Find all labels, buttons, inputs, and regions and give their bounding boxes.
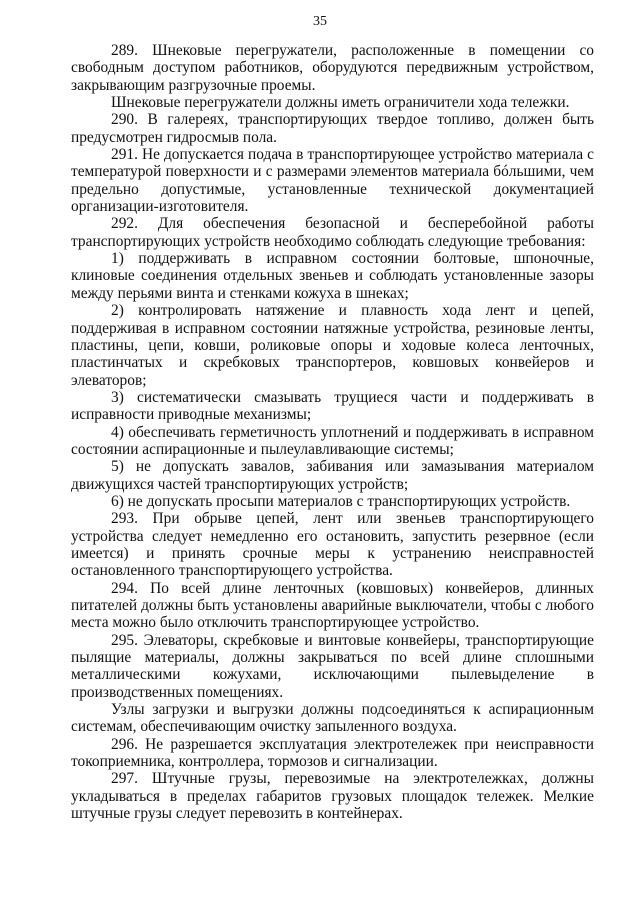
requirement-item-1: 1) поддерживать в исправном состоянии болтовые, шпоночные, клиновые соединения отдельных звеньев и соблюдать установленные зазоры между перьями винта и стенками кожуха в шнеках; [71,250,594,302]
paragraph-289-limiters: Шнековые перегружатели должны иметь ограничители хода тележки. [111,94,570,112]
requirement-item-2: 2) контролировать натяжение и плавность хода лент и цепей, поддерживая в исправном состоянии натяжные устройства, резиновые ленты, пластины, цепи, ковши, роликовые опоры и ходовые колеса ленточных, пластинчатых и скребковых транспортеров, ковшовых конвейеров и элеваторов; [71,302,594,389]
paragraph-294: 294. По всей длине ленточных (ковшовых) конвейеров, длинных питателей должны быть установлены аварийные выключатели, чтобы с любого места можно было отключить транспортирующее устройство. [71,579,594,632]
requirement-item-5: 5) не допускать завалов, забивания или замазывания материалом движущихся частей транспортирующих устройств; [71,458,594,493]
requirement-item-6: 6) не допускать просыпи материалов с транспортирующих устройств. [111,492,571,510]
paragraph-291: 291. Не допускается подача в транспортирующее устройство материала с температурой поверхности и с размерами элементов материала бóльшими, чем предельно допустимые, установленные технической документацией организации-изготовителя. [71,146,594,216]
paragraph-295-aspiration: Узлы загрузки и выгрузки должны подсоединяться к аспирационным системам, обеспечивающим очистку запыленного воздуха. [71,701,594,736]
paragraph-289: 289. Шнековые перегружатели, расположенные в помещении со свободным доступом работников, оборудуются передвижным устройством, закрывающим разгрузочные проемы. [71,42,594,94]
requirement-item-4: 4) обеспечивать герметичность уплотнений и поддерживать в исправном состоянии аспирационные и пылеулавливающие системы; [71,423,594,458]
paragraph-290: 290. В галереях, транспортирующих твердое топливо, должен быть предусмотрен гидросмыв пола. [71,111,594,146]
document-body [71,42,594,822]
page-number: 35 [313,14,327,29]
paragraph-297: 297. Штучные грузы, перевозимые на электротележках, должны укладываться в пределах габаритов грузовых площадок тележек. Мелкие штучные грузы следует перевозить в контейнерах. [71,770,594,823]
paragraph-293: 293. При обрыве цепей, лент или звеньев транспортирующего устройства следует немедленно его остановить, запустить резервное (если имеется) и принять срочные меры к устранению неисправностей остановленного транспортирующего устройства. [71,510,594,580]
paragraph-292: 292. Для обеспечения безопасной и бесперебойной работы транспортирующих устройств необходимо соблюдать следующие требования: [71,215,594,250]
paragraph-296: 296. Не разрешается эксплуатация электротележек при неисправности токоприемника, контроллера, тормозов и сигнализации. [71,735,594,771]
paragraph-295: 295. Элеваторы, скребковые и винтовые конвейеры, транспортирующие пылящие материалы, должны закрываться по всей длине сплошными металлическими кожухами, исключающими пылевыделение в производственных помещениях. [71,631,594,701]
requirement-item-3: 3) систематически смазывать трущиеся части и поддерживать в исправности приводные механизмы; [71,388,594,424]
